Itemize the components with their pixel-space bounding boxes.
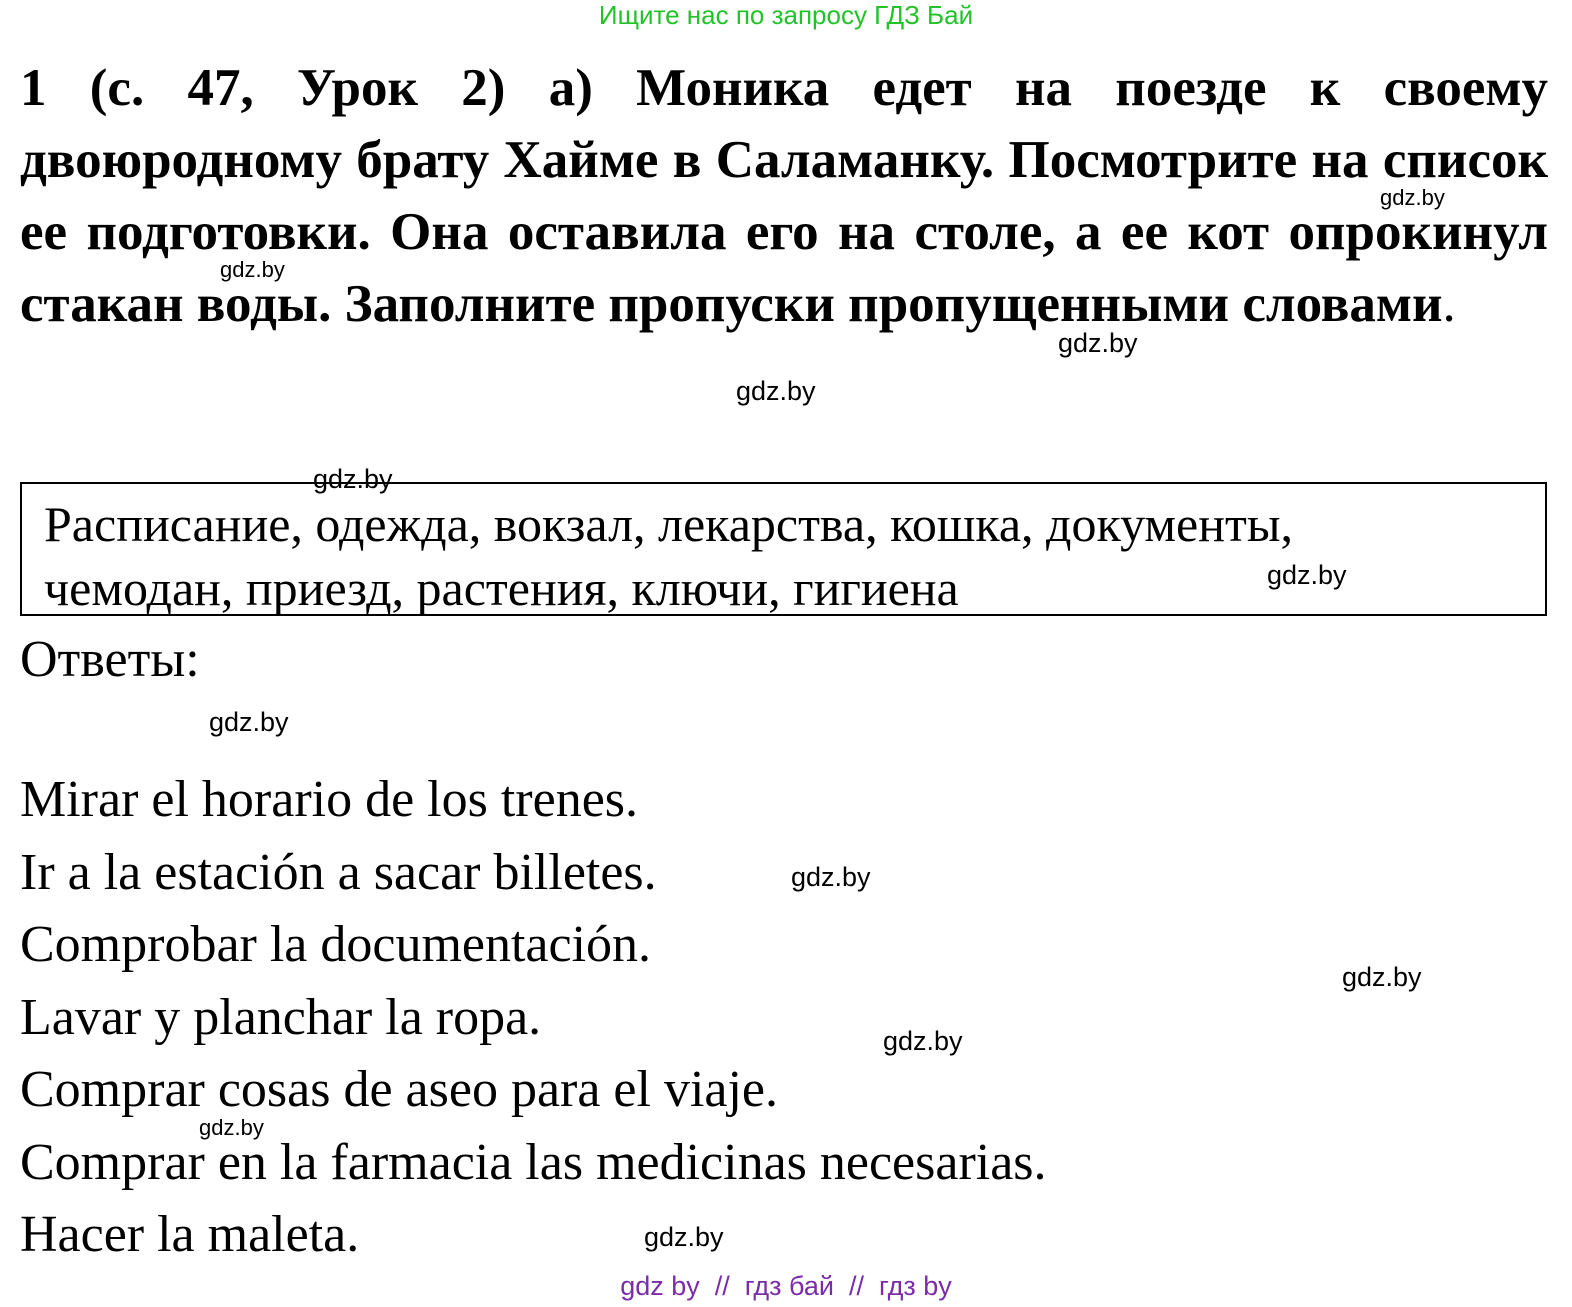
answers-label: Ответы: [20,631,200,688]
word-bank-box [20,482,1547,616]
task-end-mark: . [1442,275,1456,333]
watermark: gdz.by [1267,560,1347,590]
watermark: gdz.by [313,464,393,494]
watermark: gdz.by [209,707,289,737]
search-hint-banner: Ищите нас по запросу ГДЗ Бай [598,0,974,30]
watermark: gdz.by [199,1115,264,1140]
watermark: gdz.by [1380,185,1445,210]
watermark: gdz.by [791,862,871,892]
task-text: 1 (с. 47, Урок 2) а) Моника едет на поезде к своему двоюродному брату Хайме в Саламанку. Посмотрите на список ее подготовки. Она оставила его на столе, а ее кот опрокинул стакан воды. Заполните пропуски пропущенными словами [20,59,1548,333]
answers-list [20,768,1047,1276]
word-bank-line-2: чемодан, приезд, растения, ключи, гигиена [44,560,959,616]
watermark: gdz.by [644,1222,724,1252]
watermark: gdz.by [736,376,816,406]
answer-item: Comprobar la documentación. [20,916,652,973]
footer-links: gdz by // гдз бай // гдз by [620,1271,952,1301]
task-statement [20,52,1548,340]
watermark: gdz.by [883,1026,963,1056]
answer-item: Ir a la estación a sacar billetes. [20,843,657,901]
answer-item: Hacer la maleta. [20,1206,360,1263]
answer-item: Comprar en la farmacia las medicinas necesarias. [20,1133,1047,1191]
answer-item: Mirar el horario de los trenes. [20,771,639,828]
watermark: gdz.by [1058,328,1138,358]
watermark: gdz.by [1342,962,1422,992]
watermark: gdz.by [220,257,285,282]
answer-item: Comprar cosas de aseo para el viaje. [20,1061,779,1118]
answer-item: Lavar y planchar la ropa. [20,988,542,1046]
word-bank-line-1: Расписание, одежда, вокзал, лекарства, кошка, документы, [44,496,1293,552]
